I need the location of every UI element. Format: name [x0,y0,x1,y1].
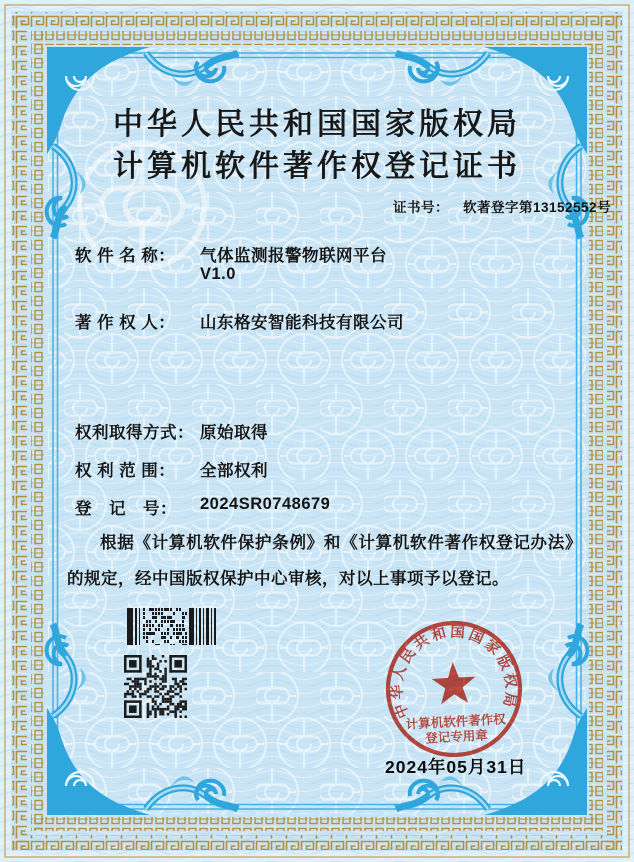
seal-ring-text: 中华人民共和国国家版权局 [389,624,519,721]
certificate-number-label: 证书号： [393,200,449,215]
seal-line1: 计算机软件著作权 [405,712,507,732]
registration-number-value: 2024SR0748679 [200,495,331,513]
rights-acquisition-value: 原始取得 [200,424,268,442]
copyright-owner-label: 著 作 权 人： [75,314,176,332]
registration-number-label: 登 记 号： [75,500,177,518]
certificate-number [393,196,611,216]
software-name-label: 软 件 名 称： [75,247,176,265]
qr-code-icon [124,655,187,718]
software-name-value: 气体监测报警物联网平台 [200,247,387,265]
star-icon [431,661,477,705]
official-seal [374,609,534,769]
rights-scope-label: 权 利 范 围： [75,462,176,480]
rights-scope-value: 全部权利 [200,462,268,480]
registration-statement: 根据《计算机软件保护条例》和《计算机软件著作权登记办法》的规定，经中国版权保护中心审核，对以上事项予以登记。 [67,534,582,588]
rights-acquisition-label: 权利取得方式： [75,424,194,442]
issue-date: 2024年05月31日 [385,757,527,777]
copyright-owner-value: 山东格安智能科技有限公司 [200,314,404,332]
certificate-number-value: 软著登字第13152552号 [463,200,612,215]
seal-line2: 登记专用章 [424,728,489,746]
barcode-icon [127,608,219,645]
certificate-title: 计算机软件著作权登记证书 [113,150,521,183]
authority-title: 中华人民共和国国家版权局 [113,108,521,141]
software-version-value: V1.0 [200,265,236,283]
